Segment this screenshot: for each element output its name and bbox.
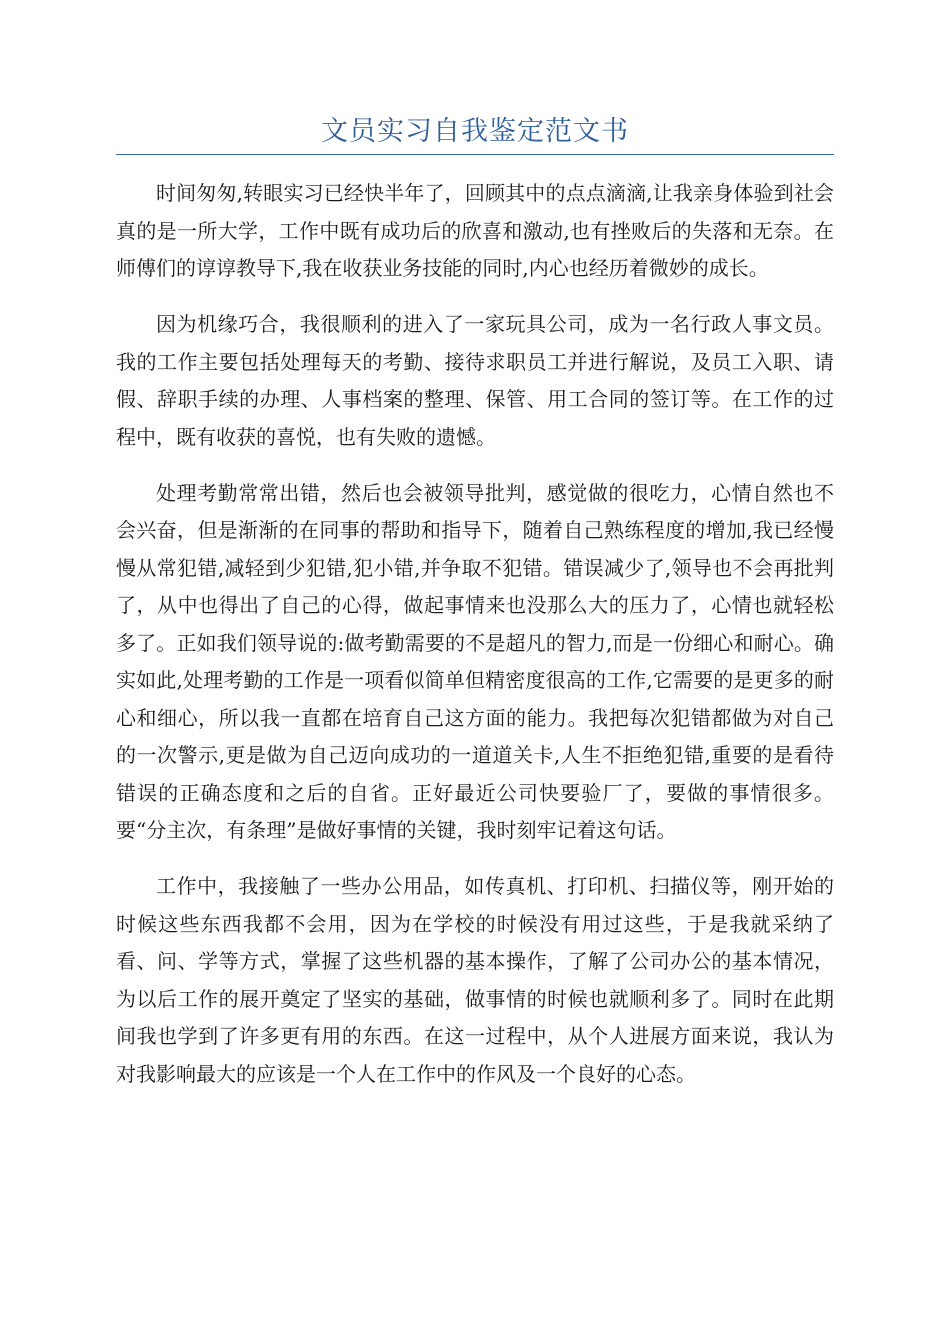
document-body: [116, 175, 834, 1112]
paragraph-2: 因为机缘巧合，我很顺利的进入了一家玩具公司，成为一名行政人事文员。我的工作主要包括处理每天的考勤、接待求职员工并进行解说，及员工入职、请假、辞职手续的办理、人事档案的整理、保管、用工合同的签订等。在工作的过程中，既有收获的喜悦，也有失败的遗憾。: [116, 312, 834, 449]
title-underline: [116, 154, 834, 155]
paragraph-4: 工作中，我接触了一些办公用品，如传真机、打印机、扫描仪等，刚开始的时候这些东西我都不会用，因为在学校的时候没有用过这些，于是我就采纳了看、问、学等方式，掌握了这些机器的基本操作，了解了公司办公的基本情况，为以后工作的展开奠定了坚实的基础，做事情的时候也就顺利多了。同时在此期间我也学到了许多更有用的东西。在这一过程中，从个人进展方面来说，我认为对我影响最大的应该是一个人在工作中的作风及一个良好的心态。: [116, 874, 834, 1086]
document-title: 文员实习自我鉴定范文书: [321, 116, 629, 147]
paragraph-3: 处理考勤常常出错，然后也会被领导批判，感觉做的很吃力，心情自然也不会兴奋，但是渐渐的在同事的帮助和指导下，随着自己熟练程度的增加,我已经慢慢从常犯错,减轻到少犯错,犯小错,并争取不犯错。错误减少了,领导也不会再批判了，从中也得出了自己的心得，做起事情来也没那么大的压力了，心情也就轻松多了。正如我们领导说的:做考勤需要的不是超凡的智力,而是一份细心和耐心。确实如此,处理考勤的工作是一项看似简单但精密度很高的工作,它需要的是更多的耐心和细心，所以我一直都在培育自己这方面的能力。我把每次犯错都做为对自己的一次警示,更是做为自己迈向成功的一道道关卡,人生不拒绝犯错,重要的是看待错误的正确态度和之后的自省。正好最近公司快要验厂了，要做的事情很多。要“分主次，有条理”是做好事情的关键，我时刻牢记着这句话。: [116, 480, 834, 842]
paragraph-1: 时间匆匆,转眼实习已经快半年了，回顾其中的点点滴滴,让我亲身体验到社会真的是一所大学，工作中既有成功后的欣喜和激动,也有挫败后的失落和无奈。在师傅们的谆谆教导下,我在收获业务技能的同时,内心也经历着微妙的成长。: [116, 181, 834, 280]
